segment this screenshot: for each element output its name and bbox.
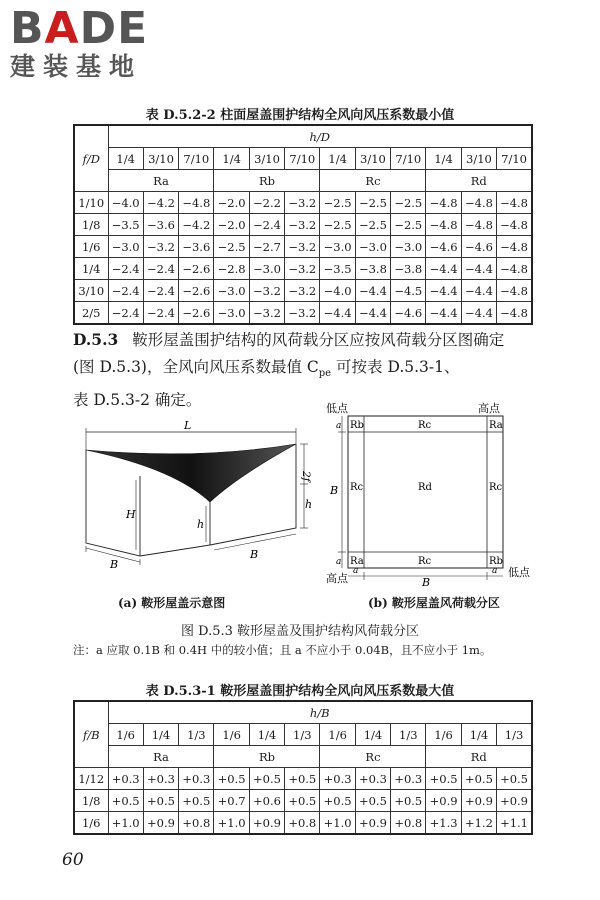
table-cell: +0.5	[497, 768, 532, 790]
table-cell: +1.0	[214, 812, 249, 835]
table-cell: −4.4	[426, 258, 461, 280]
table-cell: +1.0	[320, 812, 355, 835]
table-row	[74, 302, 532, 325]
table-cell: −4.4	[320, 302, 355, 325]
table-cell: −2.4	[143, 302, 178, 325]
ratio-header: 1/3	[285, 724, 320, 746]
table-cell: −3.0	[108, 236, 143, 258]
table-cell: +0.9	[355, 812, 390, 835]
logo-wordmark: BADE	[10, 3, 149, 54]
row-label: 1/12	[74, 768, 108, 790]
section-number: D.5.3	[73, 330, 119, 349]
table-cell: +1.1	[497, 812, 532, 835]
table-cell: −4.8	[461, 192, 496, 214]
table-cell: −3.2	[249, 280, 284, 302]
table-cell: +0.3	[108, 768, 143, 790]
zone-header: Rb	[214, 170, 320, 192]
table-cell: −3.2	[285, 192, 320, 214]
label-b-right: B	[250, 548, 259, 561]
row-label: 1/8	[74, 790, 108, 812]
zone-header: Rc	[320, 746, 426, 768]
zone-rc-top: Rc	[418, 420, 432, 431]
table-cell: −3.2	[285, 280, 320, 302]
table1-caption: 表 D.5.2-2 柱面屋盖围护结构全风向风压系数最小值	[145, 108, 455, 123]
ratio-header: 3/10	[249, 148, 284, 170]
ratio-header: 1/3	[179, 724, 214, 746]
row-header: f/D	[74, 125, 108, 192]
zone-header: Ra	[108, 170, 214, 192]
table-cell: +0.9	[461, 790, 496, 812]
table-cell: +0.5	[249, 768, 284, 790]
table-cell: −4.2	[143, 192, 178, 214]
table-cell: −2.5	[391, 214, 426, 236]
row-label: 1/8	[74, 214, 108, 236]
table-cell: −3.2	[285, 302, 320, 325]
section-line2: (图 D.5.3)，全风向风压系数最值 C	[73, 358, 319, 376]
table-cell: +0.9	[426, 790, 461, 812]
zone-header: Rd	[426, 746, 532, 768]
table-cell: −4.0	[108, 192, 143, 214]
table-cell: +0.3	[179, 768, 214, 790]
table-cell: +0.5	[355, 790, 390, 812]
zone-rb-top-left: Rb	[350, 420, 364, 431]
ratio-header: 1/4	[249, 724, 284, 746]
table-cell: −2.4	[143, 258, 178, 280]
table-cell: −3.0	[214, 302, 249, 325]
roof-surface	[86, 444, 296, 502]
zone-header: Rd	[426, 170, 532, 192]
table-cell: −2.5	[320, 192, 355, 214]
table-cell: −4.4	[461, 258, 496, 280]
table-row	[74, 192, 532, 214]
page-number: 60	[62, 850, 84, 870]
table-cell: +0.3	[320, 768, 355, 790]
table-cell: +0.8	[391, 812, 426, 835]
label-l: L	[184, 419, 192, 432]
table-cell: −3.5	[320, 258, 355, 280]
figure-a-caption: (a) 鞍形屋盖示意图	[118, 596, 226, 610]
table-row	[74, 258, 532, 280]
table-cell: +0.5	[320, 790, 355, 812]
table-cell: +0.9	[249, 812, 284, 835]
ratio-header: 1/6	[426, 724, 461, 746]
label-small-h: h	[305, 498, 313, 511]
ratio-header: 1/4	[426, 148, 461, 170]
table-cell: −3.0	[355, 236, 390, 258]
table-cell: −4.4	[355, 280, 390, 302]
table-cell: −4.4	[426, 280, 461, 302]
table-cell: +0.8	[179, 812, 214, 835]
table-cell: −3.2	[249, 302, 284, 325]
table-cell: −2.0	[214, 214, 249, 236]
table-row	[74, 812, 532, 835]
table2	[73, 700, 533, 835]
table-cell: +0.3	[355, 768, 390, 790]
table-cell: −4.6	[391, 302, 426, 325]
ratio-header: 1/4	[461, 724, 496, 746]
ratio-header: 3/10	[143, 148, 178, 170]
table-cell: −4.6	[461, 236, 496, 258]
label-high-bottom: 高点	[326, 572, 348, 585]
label-low-bottom: 低点	[508, 566, 530, 579]
table-cell: −4.8	[461, 214, 496, 236]
table-cell: −4.8	[179, 192, 214, 214]
label-b-left: B	[110, 558, 119, 571]
row-label: 1/6	[74, 812, 108, 835]
table-cell: +0.7	[214, 790, 249, 812]
table2-caption: 表 D.5.3-1 鞍形屋盖围护结构全风向风压系数最大值	[145, 684, 455, 699]
table-cell: −2.4	[108, 258, 143, 280]
row-label: 3/10	[74, 280, 108, 302]
brand-logo	[10, 3, 149, 82]
logo-subtitle: 建装基地	[10, 52, 143, 81]
table1	[73, 124, 533, 325]
table-cell: +0.5	[285, 768, 320, 790]
zone-header: Ra	[108, 746, 214, 768]
table-cell: +1.2	[461, 812, 496, 835]
table-cell: −3.0	[391, 236, 426, 258]
zone-rc-bottom: Rc	[418, 556, 432, 567]
table-row	[74, 214, 532, 236]
table-cell: +0.3	[143, 768, 178, 790]
ratio-header: 1/4	[143, 724, 178, 746]
table-cell: +0.5	[391, 790, 426, 812]
table-cell: −2.5	[214, 236, 249, 258]
ratio-header: 3/10	[461, 148, 496, 170]
ratio-header: 1/6	[214, 724, 249, 746]
figure-b-caption: (b) 鞍形屋盖风荷载分区	[368, 596, 500, 610]
figure-note: 注：a 应取 0.1B 和 0.4H 中的较小值；且 a 不应小于 0.04B，且不应小于 1m。	[73, 643, 492, 657]
zone-rc-left: Rc	[350, 482, 364, 493]
table-cell: −3.2	[285, 214, 320, 236]
table-row	[74, 768, 532, 790]
row-label: 1/6	[74, 236, 108, 258]
table-cell: −4.8	[497, 236, 532, 258]
table-row	[74, 790, 532, 812]
zone-rb-bottom-right: Rb	[489, 556, 503, 567]
label-a-right: a	[492, 566, 498, 576]
ratio-header: 1/4	[214, 148, 249, 170]
row-label: 1/10	[74, 192, 108, 214]
row-label: 1/4	[74, 258, 108, 280]
table-cell: +0.5	[285, 790, 320, 812]
label-high-top: 高点	[478, 402, 500, 415]
table-cell: −2.0	[214, 192, 249, 214]
label-big-h: H	[126, 508, 136, 521]
label-low-top: 低点	[326, 402, 348, 415]
table-cell: −3.0	[214, 280, 249, 302]
ratio-header: 1/6	[108, 724, 143, 746]
zone-header: Rc	[320, 170, 426, 192]
ratio-header: 1/4	[320, 148, 355, 170]
zone-ra-bottom-left: Ra	[350, 556, 364, 567]
table-cell: −4.8	[426, 214, 461, 236]
label-a-top: a	[336, 421, 342, 431]
table-cell: −3.6	[143, 214, 178, 236]
table-cell: +1.0	[108, 812, 143, 835]
table-cell: −2.8	[214, 258, 249, 280]
section-line2-sub: pe	[318, 368, 332, 380]
table-row	[74, 236, 532, 258]
row-header: f/B	[74, 701, 108, 768]
table-cell: +0.5	[143, 790, 178, 812]
table-cell: −4.0	[320, 280, 355, 302]
table-cell: −4.4	[461, 280, 496, 302]
table-cell: −2.6	[179, 258, 214, 280]
table-cell: −4.4	[355, 302, 390, 325]
table-cell: −4.8	[497, 280, 532, 302]
ratio-header: 7/10	[391, 148, 426, 170]
table-cell: −2.7	[249, 236, 284, 258]
table-cell: +0.5	[179, 790, 214, 812]
table-cell: −2.5	[320, 214, 355, 236]
table-cell: −4.2	[179, 214, 214, 236]
table-cell: −2.5	[355, 192, 390, 214]
table-cell: +0.8	[285, 812, 320, 835]
label-b-vertical: B	[330, 484, 339, 497]
ratio-header: 7/10	[497, 148, 532, 170]
table-cell: −4.4	[461, 302, 496, 325]
section-line3: 表 D.5.3-2 确定。	[73, 391, 202, 410]
table-cell: −3.6	[179, 236, 214, 258]
table-cell: −3.0	[320, 236, 355, 258]
table-cell: +0.5	[426, 768, 461, 790]
table-cell: −3.2	[285, 258, 320, 280]
figure-title: 图 D.5.3 鞍形屋盖及围护结构风荷载分区	[180, 624, 420, 639]
label-a-bottom: a	[336, 557, 342, 567]
ratio-header: 7/10	[179, 148, 214, 170]
table-cell: −4.8	[426, 192, 461, 214]
label-small-h-inner: h	[197, 518, 205, 531]
table-cell: +0.9	[497, 790, 532, 812]
zone-rd-center: Rd	[418, 482, 432, 493]
table-cell: +0.5	[108, 790, 143, 812]
ratio-header: 7/10	[285, 148, 320, 170]
table-cell: −2.4	[143, 280, 178, 302]
zone-rc-right: Rc	[489, 482, 503, 493]
table-cell: −4.8	[497, 192, 532, 214]
table-row	[74, 280, 532, 302]
table-cell: −4.8	[497, 258, 532, 280]
table-cell: −3.2	[143, 236, 178, 258]
table-cell: −2.4	[108, 302, 143, 325]
column-header: h/D	[108, 125, 532, 148]
ratio-header: 1/3	[497, 724, 532, 746]
wind-zoning-plan	[322, 400, 542, 590]
section-line2-tail: 可按表 D.5.3-1、	[331, 358, 460, 376]
ratio-header: 1/3	[391, 724, 426, 746]
table-cell: −4.8	[497, 214, 532, 236]
section-line1: 鞍形屋盖围护结构的风荷载分区应按风荷载分区图确定	[132, 331, 505, 349]
table-cell: +0.3	[391, 768, 426, 790]
table-cell: −2.5	[391, 192, 426, 214]
table-cell: −2.4	[249, 214, 284, 236]
table-cell: +0.9	[143, 812, 178, 835]
table-cell: −2.2	[249, 192, 284, 214]
label-a-left: a	[353, 566, 359, 576]
table-cell: −4.5	[391, 280, 426, 302]
saddle-roof-sketch	[78, 418, 318, 593]
row-label: 2/5	[74, 302, 108, 325]
table-cell: −3.0	[249, 258, 284, 280]
table-cell: +1.3	[426, 812, 461, 835]
table-cell: +0.5	[461, 768, 496, 790]
table-cell: −4.8	[497, 302, 532, 325]
ratio-header: 1/6	[320, 724, 355, 746]
table-cell: −4.4	[426, 302, 461, 325]
label-b-horizontal: B	[422, 576, 431, 589]
zone-ra-top-right: Ra	[489, 420, 503, 431]
ratio-header: 1/4	[108, 148, 143, 170]
table-cell: −2.6	[179, 302, 214, 325]
label-2f: 2f	[300, 471, 312, 482]
ratio-header: 3/10	[355, 148, 390, 170]
table-cell: −2.4	[108, 280, 143, 302]
zone-header: Rb	[214, 746, 320, 768]
column-header: h/B	[108, 701, 532, 724]
table-cell: +0.6	[249, 790, 284, 812]
table-cell: −3.8	[355, 258, 390, 280]
table-cell: −2.6	[179, 280, 214, 302]
table-cell: −3.2	[285, 236, 320, 258]
table-cell: −2.5	[355, 214, 390, 236]
ratio-header: 1/4	[355, 724, 390, 746]
table-cell: +0.5	[214, 768, 249, 790]
table-cell: −3.8	[391, 258, 426, 280]
table-cell: −3.5	[108, 214, 143, 236]
table-cell: −4.6	[426, 236, 461, 258]
